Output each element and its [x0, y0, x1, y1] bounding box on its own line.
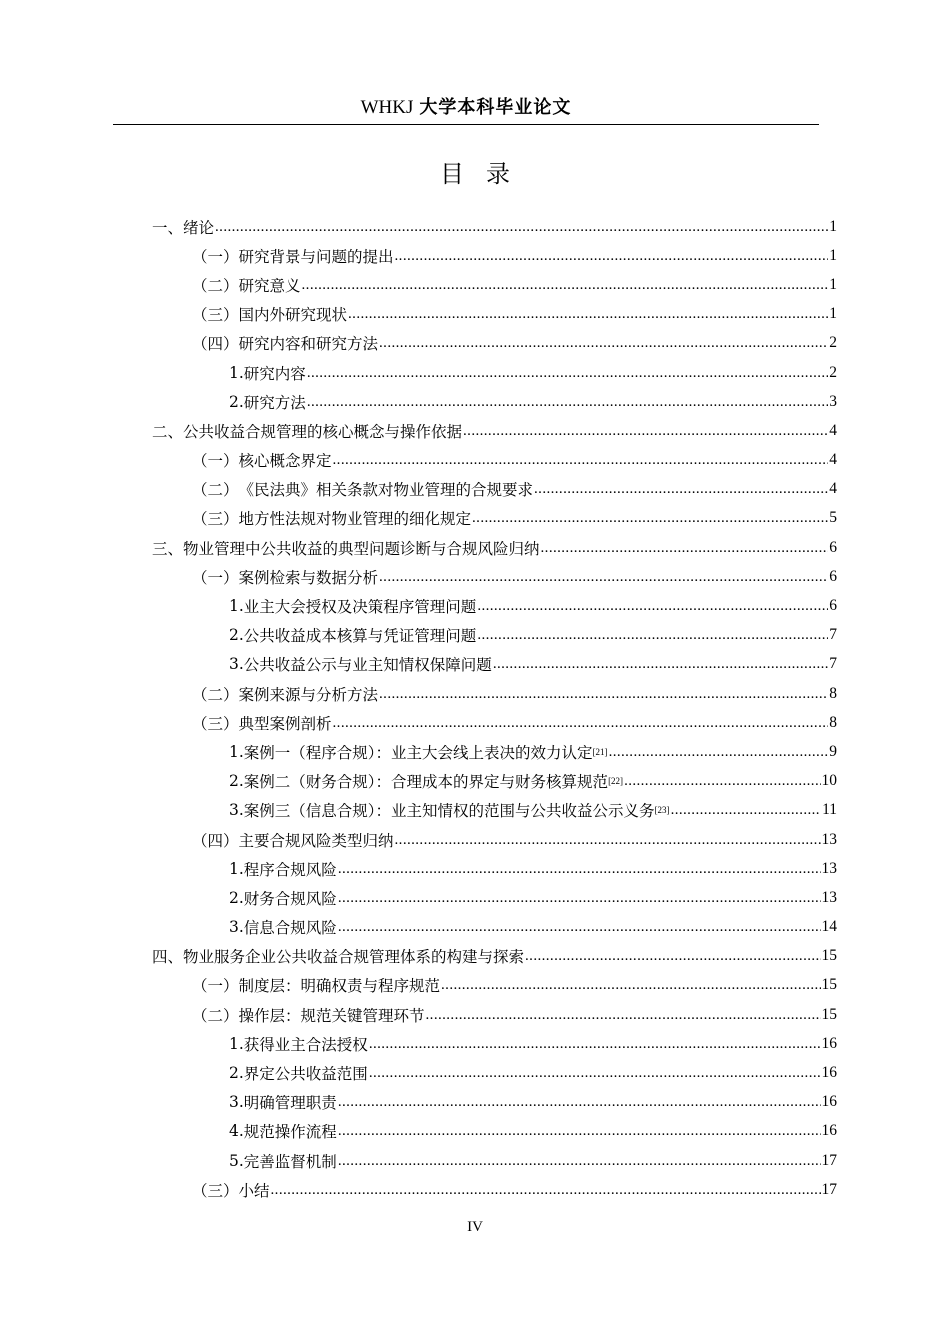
- toc-entry[interactable]: [152, 358, 837, 387]
- toc-entry-page: 6: [829, 567, 837, 585]
- toc-entry-page: 16: [821, 1034, 837, 1052]
- toc-entry[interactable]: [152, 475, 837, 504]
- toc-dot-leader: [333, 718, 829, 732]
- toc-entry-page: 5: [829, 509, 837, 527]
- toc-dot-leader: [609, 747, 829, 761]
- toc-dot-leader: [395, 251, 829, 265]
- toc-entry-number: 1.: [229, 1034, 244, 1053]
- toc-entry[interactable]: [152, 621, 837, 650]
- toc-entry[interactable]: [152, 416, 837, 445]
- toc-entry-number: （一）: [192, 452, 239, 471]
- toc-entry-page: 15: [821, 976, 837, 994]
- toc-entry-number: 2.: [229, 888, 244, 907]
- toc-entry-number: 3.: [229, 1093, 244, 1112]
- toc-entry-page: 14: [821, 918, 837, 936]
- toc-entry-number: 三、: [152, 539, 184, 558]
- toc-entry-number: （二）: [192, 685, 239, 704]
- toc-entry-title: 研究意义: [238, 276, 301, 295]
- toc-entry-page: 9: [829, 742, 837, 760]
- toc-entry-number: 3.: [229, 655, 244, 674]
- toc-entry-title: 主要合规风险类型归纳: [238, 831, 394, 850]
- toc-dot-leader: [441, 980, 820, 994]
- toc-entry-number: （四）: [192, 831, 239, 850]
- toc-entry-page: 15: [821, 947, 837, 965]
- toc-entry-title: 小结: [238, 1181, 270, 1200]
- toc-entry-page: 6: [829, 538, 837, 556]
- toc-entry-title: 公共收益成本核算与凭证管理问题: [243, 627, 477, 646]
- toc-entry[interactable]: [152, 562, 837, 591]
- toc-entry-page: 1: [829, 305, 837, 323]
- toc-entry-page: 16: [821, 1122, 837, 1140]
- toc-dot-leader: [493, 659, 828, 673]
- toc-entry-number: （二）: [192, 1006, 239, 1025]
- header-document-type: 大学本科毕业论文: [419, 97, 572, 118]
- toc-entry-page: 13: [821, 830, 837, 848]
- toc-dot-leader: [307, 368, 828, 382]
- toc-entry[interactable]: [152, 241, 837, 270]
- toc-entry-title: 案例检索与数据分析: [238, 568, 379, 587]
- toc-entry-title: 案例一（程序合规）：业主大会线上表决的效力认定: [243, 743, 593, 762]
- toc-entry-title: 案例来源与分析方法: [238, 685, 379, 704]
- toc-entry-number: 2.: [229, 626, 244, 645]
- toc-entry-page: 10: [821, 772, 837, 790]
- toc-entry[interactable]: [152, 533, 837, 562]
- toc-entry-title: 信息合规风险: [243, 919, 337, 938]
- toc-entry-number: 5.: [229, 1151, 244, 1170]
- table-of-contents: [152, 212, 837, 1204]
- toc-entry[interactable]: [152, 300, 837, 329]
- toc-entry-title: 绪论: [183, 218, 215, 237]
- toc-entry-number: 1.: [229, 597, 244, 616]
- toc-entry-number: （四）: [192, 335, 239, 354]
- toc-dot-leader: [379, 689, 828, 703]
- toc-entry-number: 2.: [229, 392, 244, 411]
- toc-entry[interactable]: [152, 591, 837, 620]
- toc-entry-title: 程序合规风险: [243, 860, 337, 879]
- toc-entry[interactable]: [152, 679, 837, 708]
- toc-entry[interactable]: [152, 913, 837, 942]
- toc-dot-leader: [379, 338, 828, 352]
- toc-entry[interactable]: [152, 1088, 837, 1117]
- toc-dot-leader: [472, 513, 828, 527]
- toc-entry-title: 地方性法规对物业管理的细化规定: [238, 510, 472, 529]
- toc-entry[interactable]: [152, 270, 837, 299]
- toc-entry-number: 二、: [152, 422, 184, 441]
- toc-entry-title: 研究背景与问题的提出: [238, 247, 394, 266]
- toc-entry-page: 3: [829, 392, 837, 410]
- toc-dot-leader: [477, 630, 828, 644]
- toc-entry[interactable]: [152, 854, 837, 883]
- toc-entry-page: 2: [829, 334, 837, 352]
- toc-dot-leader: [333, 455, 829, 469]
- toc-entry-page: 11: [822, 801, 837, 819]
- toc-entry-page: 4: [829, 480, 837, 498]
- toc-entry[interactable]: [152, 1000, 837, 1029]
- toc-entry[interactable]: [152, 767, 837, 796]
- toc-entry-page: 1: [829, 217, 837, 235]
- toc-dot-leader: [525, 951, 820, 965]
- toc-entry-number: 四、: [152, 948, 184, 967]
- toc-entry[interactable]: [152, 708, 837, 737]
- toc-entry-title: 案例三（信息合规）：业主知情权的范围与公共收益公示义务: [243, 802, 655, 821]
- toc-entry-page: 13: [821, 859, 837, 877]
- page-number: IV: [467, 1219, 483, 1235]
- toc-entry[interactable]: [152, 971, 837, 1000]
- toc-entry-title: 案例二（财务合规）：合理成本的界定与财务核算规范: [243, 773, 609, 792]
- toc-dot-leader: [307, 397, 828, 411]
- page-header: [113, 93, 819, 123]
- toc-entry-citation: [22]: [608, 776, 624, 787]
- toc-entry[interactable]: [152, 883, 837, 912]
- toc-title: 目录: [440, 160, 532, 188]
- toc-dot-leader: [463, 426, 828, 440]
- toc-entry-title: 制度层：明确权责与程序规范: [238, 977, 441, 996]
- toc-dot-leader: [624, 776, 820, 790]
- toc-entry[interactable]: [152, 329, 837, 358]
- toc-entry[interactable]: [152, 650, 837, 679]
- toc-dot-leader: [671, 805, 822, 819]
- toc-entry[interactable]: [152, 446, 837, 475]
- toc-entry[interactable]: [152, 504, 837, 533]
- toc-entry[interactable]: [152, 1029, 837, 1058]
- toc-entry-page: 17: [821, 1180, 837, 1198]
- toc-entry-title: 物业服务企业公共收益合规管理体系的构建与探索: [183, 948, 525, 967]
- toc-dot-leader: [477, 601, 828, 615]
- toc-entry-title: 研究内容: [243, 364, 306, 383]
- toc-entry[interactable]: [152, 387, 837, 416]
- toc-dot-leader: [215, 222, 828, 236]
- toc-entry-title: 物业管理中公共收益的典型问题诊断与合规风险归纳: [183, 539, 540, 558]
- toc-entry[interactable]: [152, 1117, 837, 1146]
- toc-entry-title: 公共收益公示与业主知情权保障问题: [243, 656, 492, 675]
- toc-dot-leader: [369, 1068, 821, 1082]
- toc-entry[interactable]: [152, 942, 837, 971]
- toc-entry-title: 研究内容和研究方法: [238, 335, 379, 354]
- toc-dot-leader: [534, 484, 828, 498]
- toc-dot-leader: [395, 835, 821, 849]
- toc-entry-title: 典型案例剖析: [238, 714, 332, 733]
- toc-entry-title: 研究方法: [243, 393, 306, 412]
- toc-dot-leader: [338, 922, 821, 936]
- toc-dot-leader: [369, 1039, 821, 1053]
- toc-entry-citation: [23]: [654, 805, 670, 816]
- toc-entry-title: 公共收益合规管理的核心概念与操作依据: [183, 422, 463, 441]
- toc-entry-page: 2: [829, 363, 837, 381]
- toc-entry-number: （二）: [192, 481, 239, 500]
- toc-entry-title: 完善监督机制: [243, 1152, 337, 1171]
- toc-entry-page: 1: [829, 275, 837, 293]
- toc-entry-page: 15: [821, 1005, 837, 1023]
- toc-dot-leader: [379, 572, 828, 586]
- toc-dot-leader: [338, 1097, 821, 1111]
- toc-entry-number: 1.: [229, 742, 244, 761]
- toc-entry-page: 4: [829, 451, 837, 469]
- toc-entry-page: 16: [821, 1093, 837, 1111]
- toc-entry-title: 界定公共收益范围: [243, 1065, 368, 1084]
- toc-entry-number: （三）: [192, 1181, 239, 1200]
- toc-entry-number: 2.: [229, 1064, 244, 1083]
- toc-entry-title: 核心概念界定: [238, 452, 332, 471]
- toc-entry-number: 一、: [152, 218, 184, 237]
- header-rule: [113, 124, 819, 125]
- toc-entry-page: 8: [829, 684, 837, 702]
- toc-entry-number: 3.: [229, 801, 244, 820]
- toc-entry-title: 规范操作流程: [243, 1123, 337, 1142]
- toc-entry-title: 获得业主合法授权: [243, 1035, 368, 1054]
- toc-entry-number: 1.: [229, 859, 244, 878]
- toc-entry-number: 3.: [229, 918, 244, 937]
- toc-entry[interactable]: [152, 737, 837, 766]
- toc-entry-number: 4.: [229, 1122, 244, 1141]
- toc-entry-page: 17: [821, 1151, 837, 1169]
- toc-dot-leader: [338, 864, 821, 878]
- toc-entry-page: 6: [829, 597, 837, 615]
- toc-entry[interactable]: [152, 1146, 837, 1175]
- toc-entry-number: （一）: [192, 977, 239, 996]
- toc-entry-title: 财务合规风险: [243, 889, 337, 908]
- header-institution-code: WHKJ: [360, 97, 414, 118]
- toc-dot-leader: [338, 1126, 821, 1140]
- toc-entry[interactable]: [152, 1058, 837, 1087]
- toc-entry[interactable]: [152, 1175, 837, 1204]
- toc-dot-leader: [302, 280, 829, 294]
- toc-entry[interactable]: [152, 796, 837, 825]
- toc-entry-page: 7: [829, 655, 837, 673]
- toc-entry-number: （三）: [192, 714, 239, 733]
- toc-entry-title: 操作层：规范关键管理环节: [238, 1006, 425, 1025]
- toc-entry-number: （二）: [192, 276, 239, 295]
- toc-entry-number: 1.: [229, 363, 244, 382]
- toc-entry-citation: [21]: [592, 746, 608, 757]
- toc-dot-leader: [348, 309, 828, 323]
- toc-entry-number: （一）: [192, 568, 239, 587]
- toc-entry-page: 4: [829, 421, 837, 439]
- toc-entry-title: 《民法典》相关条款对物业管理的合规要求: [238, 481, 534, 500]
- toc-entry-page: 13: [821, 888, 837, 906]
- toc-dot-leader: [338, 893, 821, 907]
- toc-dot-leader: [338, 1156, 821, 1170]
- toc-entry[interactable]: [152, 825, 837, 854]
- toc-entry-number: （一）: [192, 247, 239, 266]
- toc-entry-page: 8: [829, 713, 837, 731]
- toc-entry-title: 业主大会授权及决策程序管理问题: [243, 598, 477, 617]
- toc-dot-leader: [426, 1010, 821, 1024]
- toc-dot-leader: [271, 1185, 821, 1199]
- toc-entry[interactable]: [152, 212, 837, 241]
- toc-entry-title: 国内外研究现状: [238, 306, 348, 325]
- toc-entry-title: 明确管理职责: [243, 1094, 337, 1113]
- toc-entry-number: 2.: [229, 772, 244, 791]
- toc-entry-number: （三）: [192, 510, 239, 529]
- toc-dot-leader: [541, 543, 829, 557]
- toc-entry-number: （三）: [192, 306, 239, 325]
- toc-entry-page: 7: [829, 626, 837, 644]
- toc-entry-page: 16: [821, 1064, 837, 1082]
- toc-entry-page: 1: [829, 246, 837, 264]
